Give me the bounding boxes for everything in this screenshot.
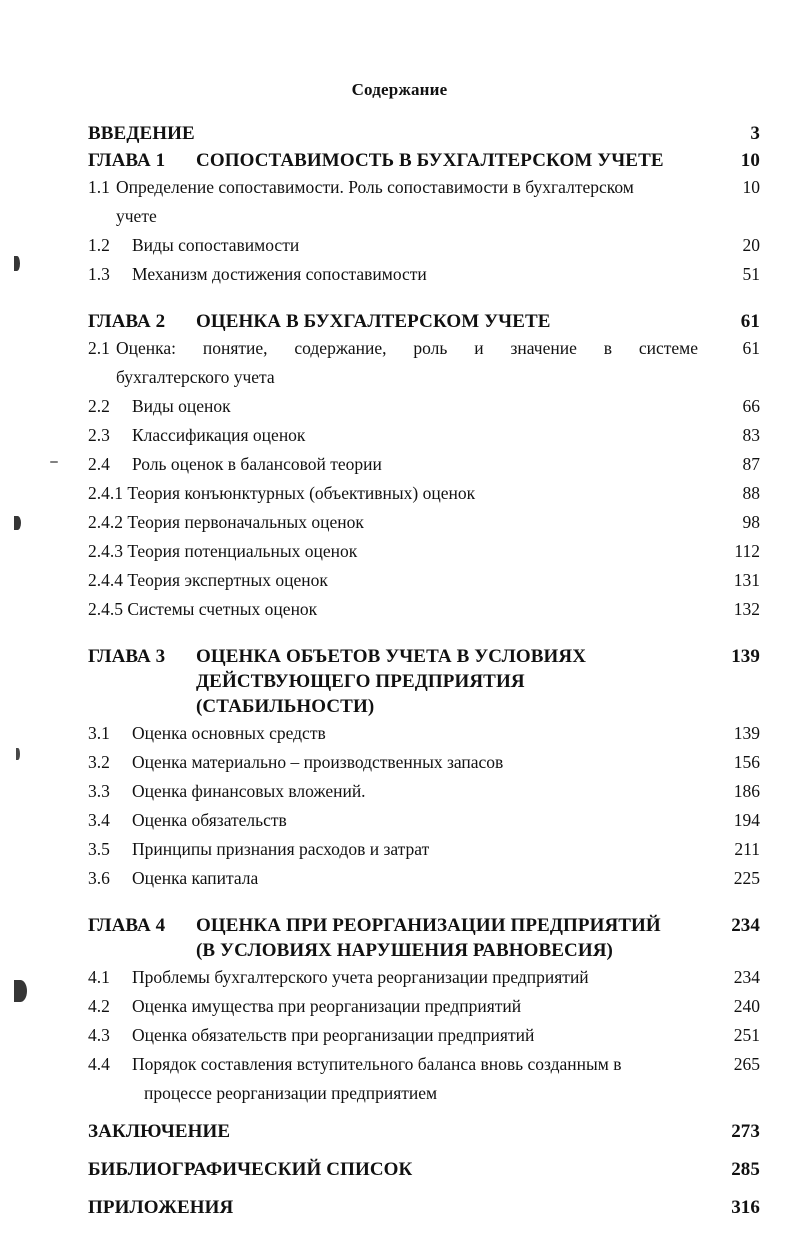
scan-artifact-mark: [14, 516, 21, 530]
toc-entry-number: 3.4: [88, 810, 110, 830]
toc-entry-page: 131: [733, 570, 760, 590]
toc-entry-section-4-4: [88, 1050, 760, 1108]
spacer: [88, 624, 760, 644]
toc-entry-page: 265: [733, 1054, 760, 1074]
toc-entry-label-line1: ОЦЕНКА ПРИ РЕОРГАНИЗАЦИИ ПРЕДПРИЯТИЙ: [196, 915, 661, 936]
toc-entry-number: 2.4.3: [88, 541, 123, 561]
spacer: [88, 893, 760, 913]
toc-entry-label-line2: процессе реорганизации предприятием: [144, 1083, 438, 1103]
toc-entry-label: [88, 566, 708, 595]
toc-entry-label: Оценка финансовых вложений.: [132, 781, 366, 801]
toc-entry-number: ГЛАВА 3: [88, 646, 166, 667]
toc-entry-page: 273: [731, 1121, 760, 1142]
toc-entry-page: 66: [742, 396, 760, 416]
toc-entry-label: [196, 644, 708, 719]
toc-entry-label: Роль оценок в балансовой теории: [132, 454, 382, 474]
toc-entry-title: Теория первоначальных оценок: [127, 512, 364, 532]
toc-entry-page: 87: [742, 454, 760, 474]
toc-entry-page: 98: [742, 512, 760, 532]
toc-entry-section-4-3: [88, 1021, 760, 1050]
toc-entry-number: 2.4.5: [88, 599, 123, 619]
scan-artifact-mark: [14, 980, 27, 1002]
toc-entry-chapter-2: [88, 309, 760, 334]
toc-entry-section-3-3: [88, 777, 760, 806]
toc-entry-number: 2.4: [88, 454, 110, 474]
toc-entry-label: [88, 508, 708, 537]
toc-entry-page: 225: [733, 868, 760, 888]
spacer: [88, 289, 760, 309]
spacer: [88, 1184, 760, 1194]
toc-entry-label: Оценка капитала: [132, 868, 259, 888]
toc-entry-title: Теория потенциальных оценок: [127, 541, 358, 561]
toc-entry-number: 4.3: [88, 1025, 110, 1045]
toc-entry-number: ГЛАВА 1: [88, 150, 166, 171]
toc-entry-bibliography: [88, 1156, 760, 1184]
toc-entry-page: 240: [733, 996, 760, 1016]
toc-entry-label-line2: бухгалтерского учета: [116, 367, 275, 387]
toc-entry-page: 211: [734, 839, 760, 859]
toc-entry-chapter-3: [88, 644, 760, 719]
toc-entry-number: 3.3: [88, 781, 110, 801]
toc-entry-number: 4.1: [88, 967, 110, 987]
toc-entry-section-2-2: [88, 392, 760, 421]
toc-entry-label-line2: ДЕЙСТВУЮЩЕГО ПРЕДПРИЯТИЯ: [196, 671, 525, 692]
toc-entry-section-2-4-5: [88, 595, 760, 624]
toc-entry-number: 2.1: [88, 338, 110, 358]
toc-entry-number: 3.6: [88, 868, 110, 888]
toc-entry-label-line2: (В УСЛОВИЯХ НАРУШЕНИЯ РАВНОВЕСИЯ): [196, 940, 613, 961]
scan-artifact-mark: [14, 256, 20, 271]
toc-entry-number: ГЛАВА 4: [88, 915, 166, 936]
toc-entry-appendices: [88, 1194, 760, 1222]
toc-entry-label: Принципы признания расходов и затрат: [132, 839, 430, 859]
toc-entry-section-3-1: [88, 719, 760, 748]
toc-entry-page: 3: [750, 123, 760, 144]
toc-entry-page: 186: [733, 781, 760, 801]
toc-entry-title: Теория конъюнктурных (объективных) оценок: [127, 483, 476, 503]
toc-entry-number: 2.3: [88, 425, 110, 445]
toc-entry-number: 4.4: [88, 1054, 110, 1074]
toc-entry-conclusion: [88, 1118, 760, 1146]
toc-entry-section-2-4-4: [88, 566, 760, 595]
toc-entry-page: 88: [742, 483, 760, 503]
toc-entry-page: 139: [733, 723, 760, 743]
scan-artifact-mark: [50, 461, 58, 463]
toc-entry-page: 112: [734, 541, 760, 561]
toc-entry-number: 3.2: [88, 752, 110, 772]
toc-entry-section-2-4: [88, 450, 760, 479]
page-title: Содержание: [351, 80, 448, 99]
toc-entry-page: 132: [733, 599, 760, 619]
toc-entry-number: 2.4.4: [88, 570, 123, 590]
toc-entry-section-1-2: [88, 231, 760, 260]
toc-entry-section-2-4-1: [88, 479, 760, 508]
toc-entry-page: 139: [731, 646, 760, 667]
toc-entry-number: 3.1: [88, 723, 110, 743]
toc-entry-label: Виды сопоставимости: [132, 235, 300, 255]
toc-entry-label: [116, 334, 708, 392]
toc-entry-page: 61: [740, 311, 760, 332]
toc-entry-section-3-2: [88, 748, 760, 777]
toc-entry-label: [88, 595, 708, 624]
toc-entry-number: 2.4.1: [88, 483, 123, 503]
toc-entry-page: 61: [742, 338, 760, 358]
toc-entry-section-4-2: [88, 992, 760, 1021]
toc-entry-label-line1: Определение сопоставимости. Роль сопоставимости в бухгалтерском: [116, 177, 634, 197]
toc-entry-page: 51: [742, 264, 760, 284]
toc-entry-label: Оценка имущества при реорганизации предприятий: [132, 996, 522, 1016]
toc-entry-label: Оценка основных средств: [132, 723, 326, 743]
toc-entry-section-3-4: [88, 806, 760, 835]
toc-entry-number: ГЛАВА 2: [88, 311, 166, 332]
toc-entry-label: Виды оценок: [132, 396, 231, 416]
toc-entry-title: Теория экспертных оценок: [127, 570, 328, 590]
toc-entry-page: 10: [742, 177, 760, 197]
toc-entry-label: ОЦЕНКА В БУХГАЛТЕРСКОМ УЧЕТЕ: [196, 311, 551, 332]
toc-entry-label: Оценка материально – производственных запасов: [132, 752, 504, 772]
toc-entry-label-line1: ОЦЕНКА ОБЪЕТОВ УЧЕТА В УСЛОВИЯХ: [196, 646, 587, 667]
toc-entry-title: Системы счетных оценок: [127, 599, 318, 619]
scan-artifact-mark: [16, 748, 20, 760]
toc-entry-section-2-1: [88, 334, 760, 392]
toc-entry-page: 194: [733, 810, 760, 830]
toc-entry-number: 4.2: [88, 996, 110, 1016]
toc-entry-label: ПРИЛОЖЕНИЯ: [88, 1197, 234, 1218]
toc-entry-page: 316: [731, 1197, 760, 1218]
toc-entry-page: 285: [731, 1159, 760, 1180]
toc-entry-label-line1: Порядок составления вступительного баланса вновь созданным в: [132, 1054, 622, 1074]
spacer: [88, 1146, 760, 1156]
toc-entry-page: 10: [740, 150, 760, 171]
toc-entry-page: 156: [733, 752, 760, 772]
toc-entry-label: СОПОСТАВИМОСТЬ В БУХГАЛТЕРСКОМ УЧЕТЕ: [196, 150, 664, 171]
toc-entry-section-4-1: [88, 963, 760, 992]
toc-entry-page: 20: [742, 235, 760, 255]
toc-entry-page: 251: [733, 1025, 760, 1045]
toc-entry-chapter-1: [88, 148, 760, 173]
toc-entry-number: 2.2: [88, 396, 110, 416]
toc-entry-label: [132, 1050, 708, 1108]
toc-entry-label: [196, 913, 708, 963]
toc-entry-page: 234: [731, 915, 760, 936]
toc-entry-label: Проблемы бухгалтерского учета реорганизации предприятий: [132, 967, 589, 987]
toc-entry-section-2-3: [88, 421, 760, 450]
toc-entry-section-2-4-2: [88, 508, 760, 537]
toc-entry-section-2-4-3: [88, 537, 760, 566]
table-of-contents: [88, 120, 760, 1222]
toc-entry-label: ВВЕДЕНИЕ: [88, 123, 195, 144]
toc-entry-label-line1: Оценка: понятие, содержание, роль и значение в системе: [116, 338, 698, 358]
toc-entry-label-line2: учете: [116, 206, 157, 226]
toc-entry-label: Оценка обязательств при реорганизации предприятий: [132, 1025, 535, 1045]
toc-entry-section-1-3: [88, 260, 760, 289]
toc-entry-number: 1.1: [88, 177, 110, 197]
toc-entry-label: [88, 537, 708, 566]
toc-entry-label-line3: (СТАБИЛЬНОСТИ): [196, 696, 375, 717]
spacer: [88, 1108, 760, 1118]
toc-entry-chapter-4: [88, 913, 760, 963]
toc-entry-number: 1.3: [88, 264, 110, 284]
toc-entry-page: 83: [742, 425, 760, 445]
toc-entry-number: 1.2: [88, 235, 110, 255]
toc-entry-introduction: [88, 120, 760, 148]
toc-entry-section-3-5: [88, 835, 760, 864]
toc-entry-number: 2.4.2: [88, 512, 123, 532]
toc-entry-number: 3.5: [88, 839, 110, 859]
toc-entry-page: 234: [733, 967, 760, 987]
toc-entry-label: ЗАКЛЮЧЕНИЕ: [88, 1121, 231, 1142]
toc-entry-section-1-1: [88, 173, 760, 231]
toc-entry-label: [116, 173, 708, 231]
toc-entry-section-3-6: [88, 864, 760, 893]
toc-entry-label: Механизм достижения сопоставимости: [132, 264, 427, 284]
toc-entry-label: БИБЛИОГРАФИЧЕСКИЙ СПИСОК: [88, 1159, 413, 1180]
toc-entry-label: Оценка обязательств: [132, 810, 287, 830]
toc-entry-label: [88, 479, 708, 508]
toc-entry-label: Классификация оценок: [132, 425, 306, 445]
